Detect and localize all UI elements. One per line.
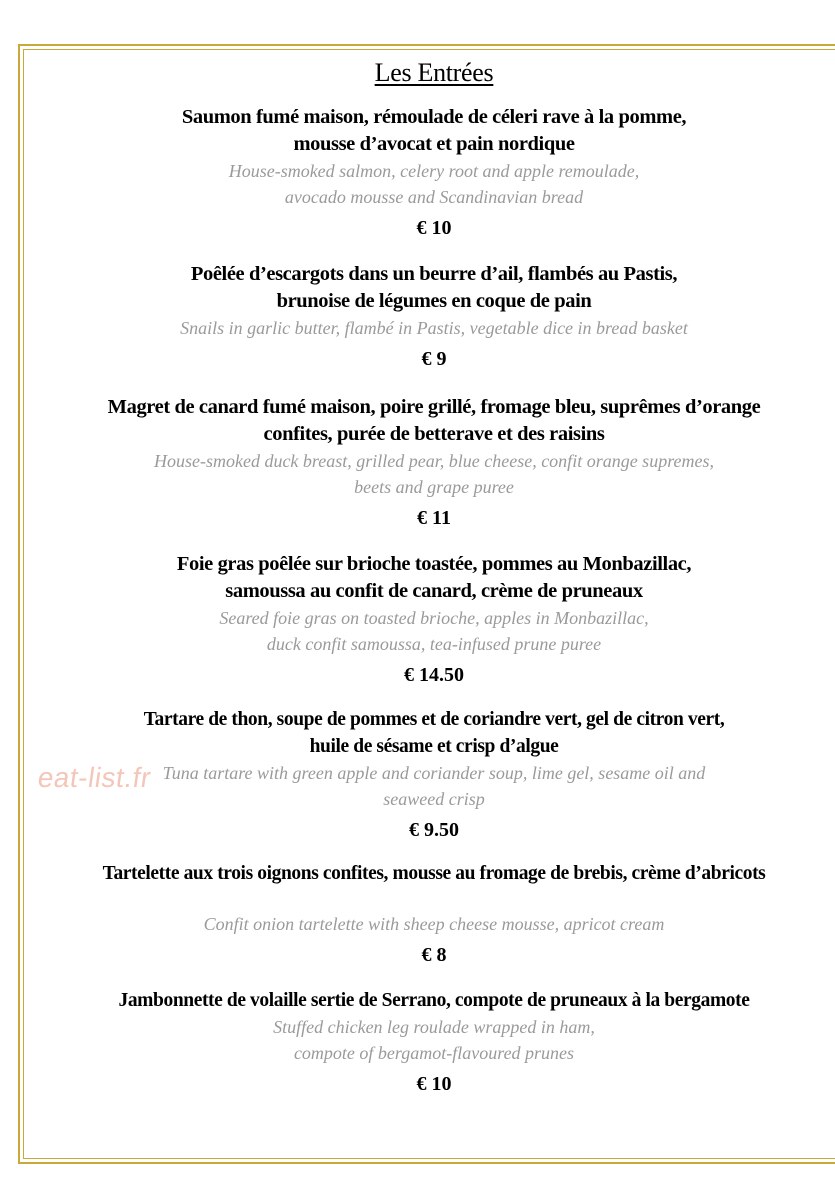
menu-section-title: Les Entrées [374,58,494,87]
item-description-en [0,158,835,210]
item-description-en [0,448,835,500]
item-description-en [0,911,835,937]
menu-item [0,104,835,241]
item-description-en-line: avocado mousse and Scandinavian bread [284,187,584,207]
item-description-en-line: Stuffed chicken leg roulade wrapped in ham, [273,1017,595,1037]
item-description-en [0,315,835,341]
item-description-en-line: duck confit samoussa, tea-infused prune puree [266,634,602,654]
item-name-fr [0,551,835,605]
item-name-fr-line: Poêlée d’escargots dans un beurre d’ail, flambés au Pastis, [190,263,678,285]
item-name-fr-line: Tartare de thon, soupe de pommes et de coriandre vert, gel de citron vert, [143,709,725,730]
item-name-fr-line: huile de sésame et crisp d’algue [309,736,559,757]
item-name-fr [0,394,835,448]
item-price: € 9 [421,348,447,370]
item-price: € 9.50 [409,819,459,841]
menu-item [0,261,835,372]
item-name-fr [0,261,835,315]
item-name-fr-line: Tartelette aux trois oignons confites, mousse au fromage de brebis, crème d’abricots [102,863,766,884]
item-name-fr [0,706,835,760]
item-description-en [0,1014,835,1066]
item-name-fr [0,987,835,1014]
item-description-en-line: House-smoked salmon, celery root and apple remoulade, [228,161,640,181]
item-name-fr-line: Jambonnette de volaille sertie de Serrano, compote de pruneaux à la bergamote [118,990,750,1011]
item-price: € 10 [416,1073,452,1095]
item-description-en-line: seaweed crisp [383,789,485,809]
item-price: € 8 [421,944,447,966]
item-name-fr-line: brunoise de légumes en coque de pain [276,290,592,312]
item-name-fr-line: Magret de canard fumé maison, poire grillé, fromage bleu, suprêmes d’orange [107,396,761,418]
item-name-fr [0,860,835,887]
item-description-en [0,605,835,657]
item-price: € 11 [417,507,451,529]
menu-item [0,987,835,1097]
item-description-en-line: Seared foie gras on toasted brioche, apples in Monbazillac, [219,608,649,628]
item-name-fr-line: confites, purée de betterave et des raisins [263,423,605,445]
item-name-fr-line: Foie gras poêlée sur brioche toastée, pommes au Monbazillac, [176,553,692,575]
menu-item [0,551,835,688]
item-name-fr [0,104,835,158]
menu-item [0,860,835,968]
item-description-en-line: Confit onion tartelette with sheep cheese mousse, apricot cream [203,914,665,934]
item-description-en-line: House-smoked duck breast, grilled pear, blue cheese, confit orange supremes, [153,451,715,471]
item-description-en-line: beets and grape puree [354,477,514,497]
watermark-logo: eat-list.fr [35,762,154,793]
item-price: € 10 [416,217,452,239]
item-description-en-line: compote of bergamot-flavoured prunes [293,1043,575,1063]
item-description-en-line: Tuna tartare with green apple and coriander soup, lime gel, sesame oil and [162,763,706,783]
menu-item [0,394,835,531]
item-description-en-line: Snails in garlic butter, flambé in Pastis, vegetable dice in bread basket [180,318,688,338]
item-name-fr-line: Saumon fumé maison, rémoulade de céleri rave à la pomme, [181,106,687,128]
item-price: € 14.50 [404,664,464,686]
item-name-fr-line: mousse d’avocat et pain nordique [293,133,575,155]
item-name-fr-line: samoussa au confit de canard, crème de pruneaux [225,580,643,602]
